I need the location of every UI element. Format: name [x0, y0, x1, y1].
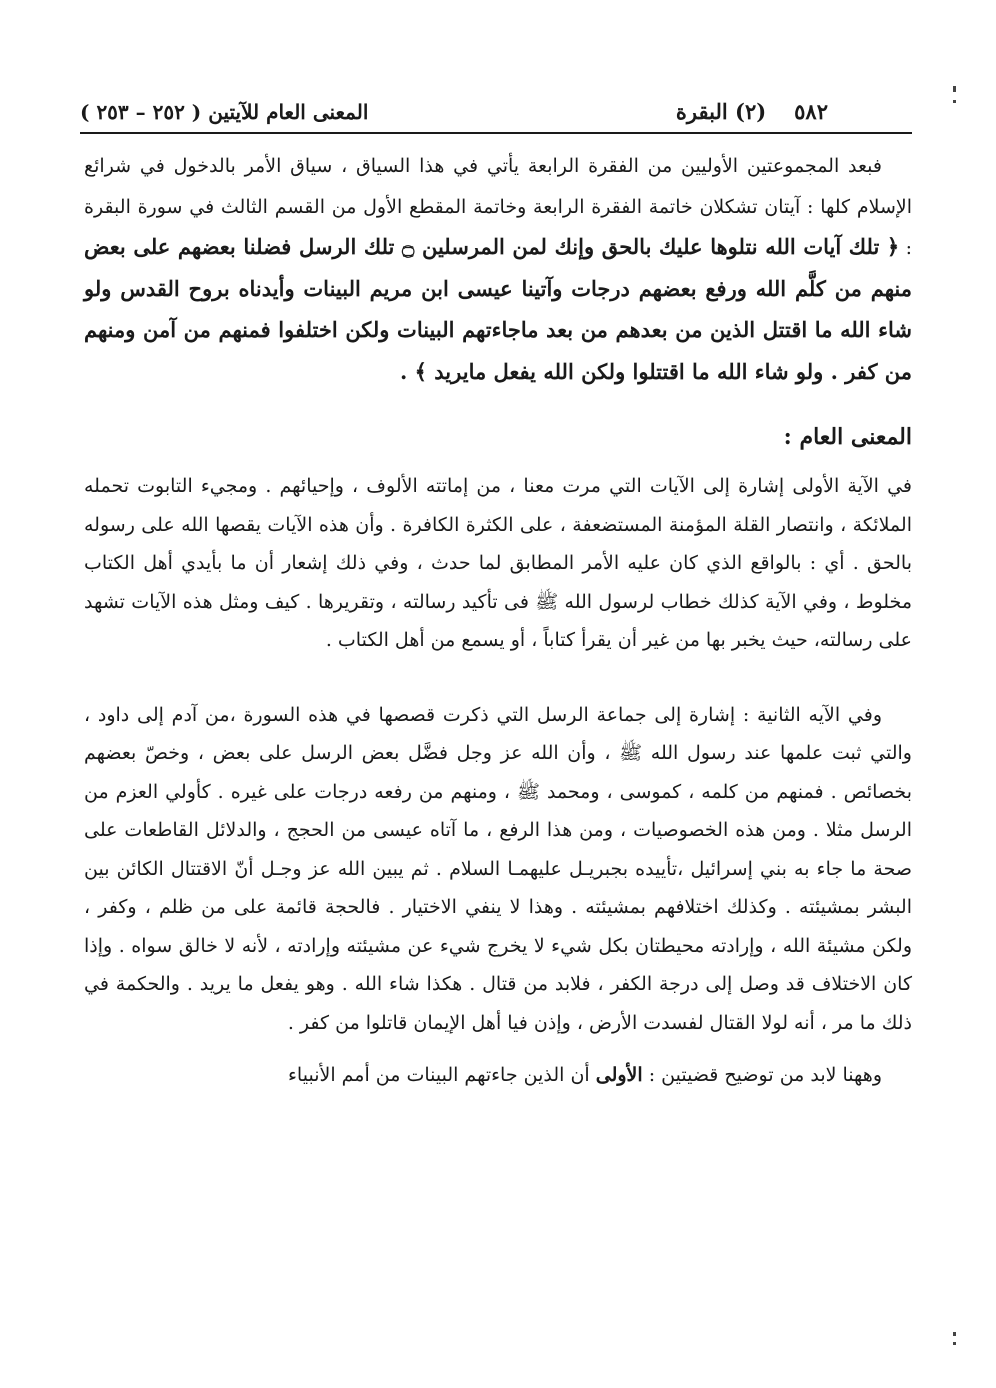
- margin-mark-bottom-2: [953, 1342, 956, 1345]
- surah-name: (٢) البقرة: [675, 99, 767, 124]
- last-line-before: وههنا لابد من توضيح قضيتين :: [648, 1064, 882, 1086]
- last-line-after: أن الذين جاءتهم البينات من أمم الأنبياء: [288, 1064, 590, 1086]
- header-rule: [80, 132, 912, 134]
- page-body: [84, 146, 912, 1095]
- running-title: المعنى العام للآيتين ( ٢٥٢ – ٢٥٣ ): [80, 100, 369, 124]
- last-line: [84, 1056, 912, 1095]
- intro-paragraph: [84, 146, 912, 393]
- second-verse-paragraph: وفي الآيه الثانية : إشارة إلى جماعة الرسل التي ذكرت قصصها في هذه السورة ،من آدم إلى داود ، والتي ثبت علمها عند رسول الله ﷺ ، وأن الله عز وجل فضَّل بعض الرسل على بعض ، وخصّ بعضهم بخصائص . فمنهم من كلمه ، كموسى ، ومحمد ﷺ ، ومنهم من رفعه درجات على غيره . كأولي العزم من الرسل مثلا . ومن هذه الخصوصيات ، ومن هذا الرفع ، ما آتاه عيسى من الحجج ، والدلائل القاطعات على صحة ما جاء به بني إسرائيل ،تأييده بجبريـل عليهمـا السلام . ثم يبين الله عز وجـل أنّ الاقتتال الكائن بين البشر بمشيئته . وكذلك اختلافهم بمشيئته . وهذا لا ينفي الاختيار . فالحجة قائمة على من ظلم ، وكفر ، ولكن مشيئة الله ، وإرادته محيطتان بكل شيء لا يخرج شيء عن مشيئته وإرادته ، لأنه لا خالق سواه . وإذا كان الاختلاف قد وصل إلى درجة الكفر ، فلابد من قتال . هكذا شاء الله . وهو يفعل ما يريد . والحكمة في ذلك ما مر ، أنه لولا القتال لفسدت الأرض ، وإذن فيا أهل الإيمان قاتلوا من كفر .: [84, 703, 912, 1034]
- section-heading: المعنى العام :: [783, 424, 912, 450]
- quran-verse: ﴿ تلك آيات الله نتلوها عليك بالحق وإنك لمن المرسلين ۝ تلك الرسل فضلنا بعضهم على بعض منهم من كلَّم الله ورفع بعضهم درجات وآتينا عيسى ابن مريم البينات وأيدناه بروح القدس ولو شاء الله ما اقتتل الذين من بعدهم من بعد ماجاءتهم البينات ولكن اختلفوا فمنهم من آمن ومنهم من كفر . ولو شاء الله ما اقتتلوا ولكن الله يفعل مايريد ﴾ .: [84, 234, 912, 384]
- page-number: ٥٨٢: [794, 99, 828, 124]
- last-line-bold: الأولى: [595, 1064, 643, 1086]
- margin-mark-bottom: [953, 1332, 956, 1336]
- intro-text: فبعد المجموعتين الأوليين من الفقرة الرابعة يأتي في هذا السياق ، سياق الأمر بالدخول في شرائع الإسلام كلها : آيتان تشكلان خاتمة الفقرة الرابعة وخاتمة المقطع الأول من القسم الثالث في سورة البقرة :: [84, 155, 912, 259]
- page-header: [80, 88, 828, 124]
- margin-mark-top: [953, 86, 956, 92]
- general-meaning-paragraph: في الآية الأولى إشارة إلى الآيات التي مرت معنا ، من إماتته الألوف ، وإحيائهم . ومجيء التابوت تحمله الملائكة ، وانتصار القلة المؤمنة المستضعفة ، على الكثرة الكافرة . وأن هذه الآيات يقصها الله على رسوله بالحق . أي : بالواقع الذي كان عليه الأمر المطابق لما حدث ، وفي ذلك إشعار أن ما بأيدي أهل الكتاب مخلوط ، وفي الآية كذلك خطاب لرسول الله ﷺ فى تأكيد رسالته ، وتقريرها . كيف ومثل هذه الآيات تشهد على رسالته، حيث يخبر بها من غير أن يقرأ كتاباً ، أو يسمع من أهل الكتاب .: [84, 475, 912, 651]
- margin-mark-top-2: [953, 100, 956, 103]
- header-right-group: [676, 99, 828, 124]
